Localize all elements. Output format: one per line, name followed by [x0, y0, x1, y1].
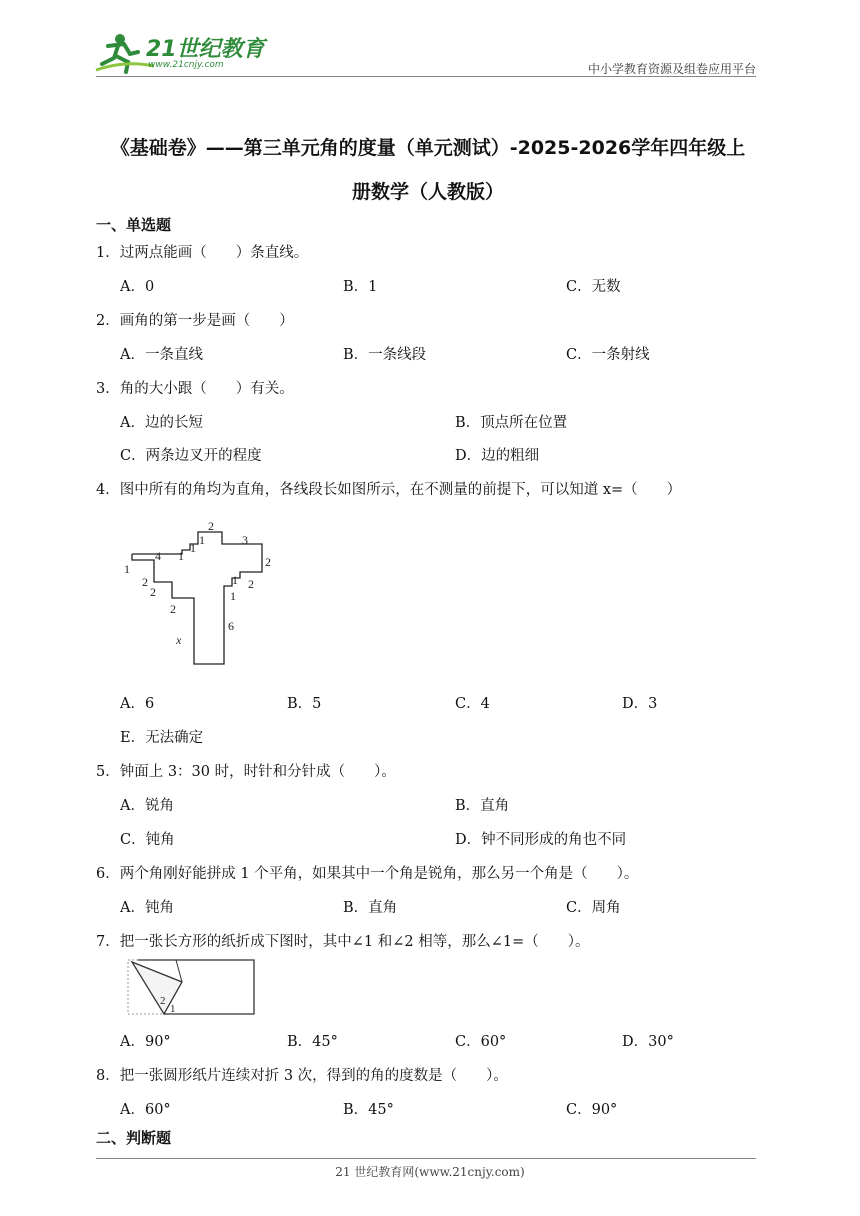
- q6-option-b[interactable]: B．直角: [343, 900, 398, 916]
- q3-option-b[interactable]: B．顶点所在位置: [455, 415, 568, 431]
- fig4-label: 1: [232, 573, 238, 587]
- site-logo: [94, 30, 264, 74]
- fig4-label: 2: [208, 519, 214, 533]
- question-8: 8．把一张圆形纸片连续对折 3 次，得到的角的度数是（ ）。: [96, 1068, 508, 1084]
- fig4-label: 6: [228, 619, 234, 633]
- q4-option-c[interactable]: C．4: [455, 696, 490, 712]
- q2-option-c[interactable]: C．一条射线: [566, 347, 650, 363]
- footer-divider: [96, 1158, 756, 1159]
- q1-option-b[interactable]: B．1: [343, 279, 378, 295]
- q8-option-b[interactable]: B．45°: [343, 1102, 394, 1118]
- fig4-label-x: x: [176, 633, 182, 647]
- q5-option-d[interactable]: D．钟不同形成的角也不同: [455, 832, 627, 848]
- section-heading-single-choice: 一、单选题: [96, 216, 172, 234]
- q7-option-c[interactable]: C．60°: [455, 1034, 507, 1050]
- fig4-label: 1: [124, 562, 130, 576]
- fig4-label: 2: [248, 577, 254, 591]
- q6-option-c[interactable]: C．周角: [566, 900, 621, 916]
- q8-option-c[interactable]: C．90°: [566, 1102, 618, 1118]
- q2-option-b[interactable]: B．一条线段: [343, 347, 427, 363]
- fig4-label: 1: [178, 549, 184, 563]
- fig4-label: 4: [155, 549, 161, 563]
- q7-option-d[interactable]: D．30°: [622, 1034, 674, 1050]
- fig4-label: 2: [142, 575, 148, 589]
- q4-option-e[interactable]: E．无法确定: [120, 730, 204, 746]
- q3-option-d[interactable]: D．边的粗细: [455, 448, 540, 464]
- q5-option-c[interactable]: C．钝角: [120, 832, 175, 848]
- question-4: 4．图中所有的角均为直角，各线段长如图所示，在不测量的前提下，可以知道 x=（ ）: [96, 482, 682, 498]
- page-title-line1: 《基础卷》——第三单元角的度量（单元测试）-2025-2026学年四年级上: [110, 137, 746, 159]
- fig4-label: 1: [190, 541, 196, 555]
- section-heading-true-false: 二、判断题: [96, 1129, 172, 1147]
- question-1: 1．过两点能画（ ）条直线。: [96, 245, 309, 261]
- q2-option-a[interactable]: A．一条直线: [120, 347, 203, 363]
- fig7-label: 2: [160, 995, 166, 1007]
- q4-option-d[interactable]: D．3: [622, 696, 658, 712]
- question-5: 5．钟面上 3：30 时，时针和分针成（ ）。: [96, 764, 396, 780]
- q1-option-a[interactable]: A．0: [120, 279, 155, 295]
- header-divider: [96, 76, 756, 77]
- fig4-label: 1: [230, 589, 236, 603]
- fig4-label: 1: [199, 533, 205, 547]
- q4-option-b[interactable]: B．5: [287, 696, 322, 712]
- q8-option-a[interactable]: A．60°: [120, 1102, 171, 1118]
- platform-name: 中小学教育资源及组卷应用平台: [587, 62, 756, 76]
- fig4-label: 3: [242, 533, 248, 547]
- fig4-label: 2: [265, 555, 271, 569]
- question-3: 3．角的大小跟（ ）有关。: [96, 381, 294, 397]
- logo-url: www.21cnjy.com: [148, 60, 224, 70]
- q3-option-c[interactable]: C．两条边叉开的程度: [120, 448, 262, 464]
- q5-option-a[interactable]: A．锐角: [120, 798, 174, 814]
- question-2: 2．画角的第一步是画（ ）: [96, 313, 294, 329]
- question-7: 7．把一张长方形的纸折成下图时，其中∠1 和∠2 相等，那么∠1=（ ）。: [96, 934, 590, 950]
- q5-option-b[interactable]: B．直角: [455, 798, 510, 814]
- q7-option-b[interactable]: B．45°: [287, 1034, 338, 1050]
- q4-option-a[interactable]: A．6: [120, 696, 155, 712]
- figure-folded-paper: [124, 956, 258, 1018]
- fig7-label: 1: [170, 1003, 176, 1015]
- fig4-label: 2: [150, 585, 156, 599]
- fig4-label: 2: [170, 602, 176, 616]
- q7-option-a[interactable]: A．90°: [120, 1034, 171, 1050]
- page-title-line2: 册数学（人教版）: [351, 181, 504, 203]
- figure-cross-shape: [124, 516, 280, 670]
- q1-option-c[interactable]: C．无数: [566, 279, 621, 295]
- q6-option-a[interactable]: A．钝角: [120, 900, 174, 916]
- logo-text: 21世纪教育: [146, 37, 265, 62]
- question-6: 6．两个角刚好能拼成 1 个平角，如果其中一个角是锐角，那么另一个角是（ ）。: [96, 866, 639, 882]
- footer-text: 21 世纪教育网(www.21cnjy.com): [335, 1165, 525, 1179]
- q3-option-a[interactable]: A．边的长短: [120, 415, 203, 431]
